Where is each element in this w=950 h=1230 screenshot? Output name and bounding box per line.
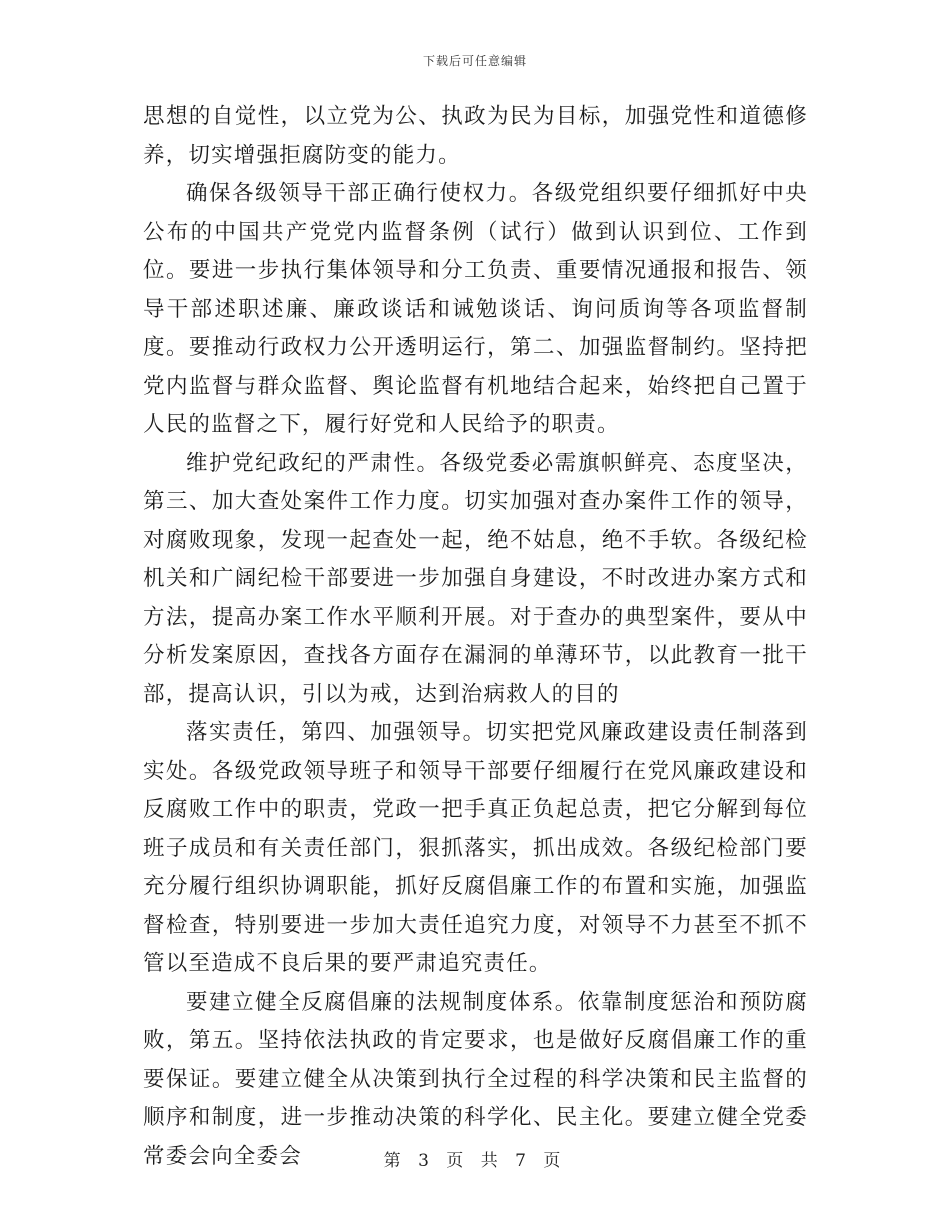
document-body [143, 98, 808, 1176]
paragraph-4: 落实责任，第四、加强领导。切实把党风廉政建设责任制落到实处。各级党政领导班子和领导干部要仔细履行在党风廉政建设和反腐败工作中的职责，党政一把手真正负起总责，把它分解到每位班子成员和有关责任部门，狠抓落实，抓出成效。各级纪检部门要充分履行组织协调职能，抓好反腐倡廉工作的布置和实施，加强监督检查，特别要进一步加大责任追究力度，对领导不力甚至不抓不管以至造成不良后果的要严肃追究责任。 [143, 720, 808, 976]
paragraph-5: 要建立健全反腐倡廉的法规制度体系。依靠制度惩治和预防腐败，第五。坚持依法执政的肯定要求，也是做好反腐倡廉工作的重要保证。要建立健全从决策到执行全过程的科学决策和民主监督的顺序和制度，进一步推动决策的科学化、民主化。要建立健全党委常委会向全委会 [143, 989, 808, 1169]
paragraph-3: 维护党纪政纪的严肃性。各级党委必需旗帜鲜亮、态度坚决，第三、加大查处案件工作力度。切实加强对查办案件工作的领导，对腐败现象，发现一起查处一起，绝不姑息，绝不手软。各级纪检机关和广阔纪检干部要进一步加强自身建设，不时改进办案方式和方法，提高办案工作水平顺利开展。对于查办的典型案件，要从中分析发案原因，查找各方面存在漏洞的单薄环节，以此教育一批干部，提高认识，引以为戒，达到治病救人的目的 [143, 450, 808, 707]
page-number: 第 3 页 共 7 页 [383, 1151, 567, 1171]
page-header: 下载后可任意编辑 [422, 54, 527, 68]
paragraph-1: 思想的自觉性，以立党为公、执政为民为目标，加强党性和道德修养，切实增强拒腐防变的能力。 [143, 104, 808, 168]
paragraph-2: 确保各级领导干部正确行使权力。各级党组织要仔细抓好中央公布的中国共产党党内监督条例（试行）做到认识到位、工作到位。要进一步执行集体领导和分工负责、重要情况通报和报告、领导干部述职述廉、廉政谈话和诫勉谈话、询问质询等各项监督制度。要推动行政权力公开透明运行，第二、加强监督制约。坚持把党内监督与群众监督、舆论监督有机地结合起来，始终把自己置于人民的监督之下，履行好党和人民给予的职责。 [143, 181, 808, 437]
